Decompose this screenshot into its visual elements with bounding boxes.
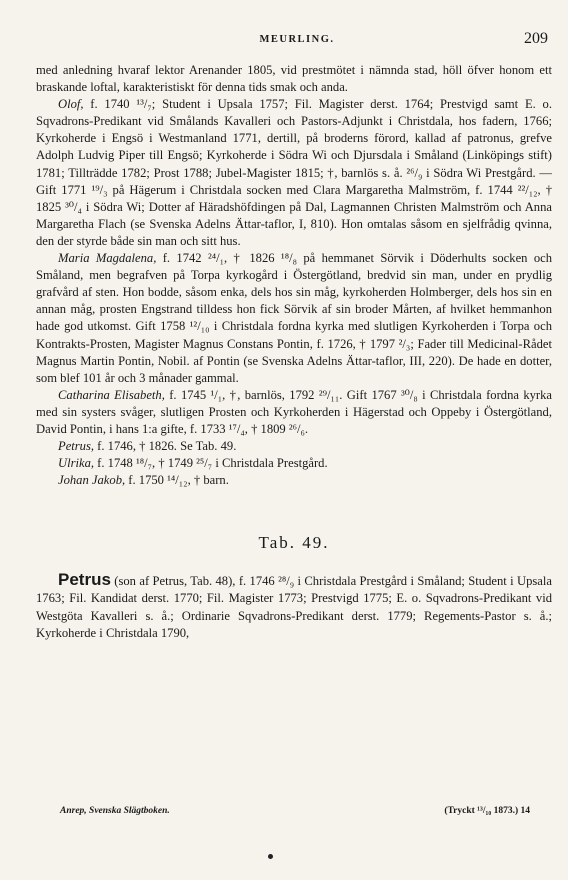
entry-petrus (36, 438, 552, 455)
page-number: 209 (524, 30, 548, 47)
entry-text: f. 1742 ²⁴/₁, † 1826 ¹⁸/₈ på hemmanet Sörvik i Döderhults socken och Småland, men begrafven på Torpa kyrkogård i Östergötland, bredvid sin man, under en prydlig grafvård af sten. Hon bodde, såsom enka, dels hos sin måg, kyrkoherden Holmberger, dels hos sin en annan måg, prosten Engstrand tilldess hon fick Sörvik af sin broder Mårten, af hvilket hemmanhon hade god utkomst. Gift 1758 ¹²/₁₀ i Christdala fordna kyrka med slutligen Kyrkoherden i Torpa och Kontrakts-Prosten, Magister Magnus Constans Pontin, f. 1726, † 1797 ²/₃; Fader till Medicinal-Rådet Magnus Martin Pontin, Nobil. af Pontin (se Svenska Adelns Ättar-taflor, III, 220). De hade en dotter, som blef 101 år och 3 månader gammal. (36, 251, 552, 385)
entry-name: Ulrika, (58, 456, 95, 471)
entry-name: Catharina Elisabeth, (58, 387, 165, 402)
lead-text: (son af Petrus, Tab. 48), f. 1746 ²⁸/₉ i Christdala Prestgård i Småland; Student i Upsala 1763; Fil. Kandidat derst. 1770; Fil. Magister 1773; Prestvigd 1775; E. o. Sqvadrons-Predikant vid Westgöta Kavalleri s. å.; Ordinarie Sqvadrons-Predikant derst. 1779; Regements-Pastor s. å.; Kyrkoherde i Christdala 1790, (36, 574, 552, 640)
lead-entry (36, 571, 552, 641)
ink-dot (268, 854, 273, 859)
lead-name: Petrus (58, 570, 111, 590)
paragraph-continuation (36, 62, 552, 96)
running-title: MEURLING. (259, 34, 335, 45)
footer-print-note: (Tryckt ¹³/₁₀ 1873.) 14 (444, 806, 530, 816)
entry-ulrika (36, 455, 552, 472)
entry-catharina-elisabeth (36, 387, 552, 438)
paragraph-text: med anledning hvaraf lektor Arenander 1805, vid prestmötet i nämnda stad, höll öfver honom ett braskande loftal, karakteristiskt för denna tids smak och anda. (36, 63, 552, 95)
entry-name: Olof, (58, 97, 84, 112)
entry-text: f. 1746, † 1826. Se Tab. 49. (94, 439, 237, 454)
page-body (36, 62, 552, 642)
entry-name: Petrus, (58, 439, 95, 454)
entry-text: f. 1748 ¹⁸/₇, † 1749 ²⁵/₇ i Christdala Prestgård. (94, 456, 328, 471)
running-head (36, 30, 558, 50)
entry-name: Maria Magdalena, (58, 251, 157, 266)
entry-text: f. 1740 ¹³/₇; Student i Upsala 1757; Fil. Magister derst. 1764; Prestvigd samt E. o. Sqvadrons-Predikant vid Smålands Kavalleri och Pastors-Adjunkt i Christdala, hos fadern, 1766; Kyrkoherde i Engsö i Westmanland 1771, dertill, på broderns förord, kallad af patronus, grefve Adolph Ludvig Piper till Engsö; Kyrkoherde i Södra Wi och Djursdala i Småland (Linköpings stift) 1781; Tillträdde 1782; Prost 1788; Jubel-Magister 1815; †, barnlös s. å. ²⁶/₉ i Södra Wi Prestgård. — Gift 1771 ¹⁹/₃ på Hägerum i Christdala socken med Clara Margaretha Malmström, f. 1744 ²²/₁₂, † 1825 ³⁰/₄ i Södra Wi; Dotter af Häradshöfdingen på Dal, Lagmannen Christen Malmström och Anna Margaretha Flach (se Svenska Adelns Ättar-taflor, I, 810). Hon omtalas såsom en sjelfrådig qvinna, den der styrde både sin man och sitt hus. (36, 97, 552, 248)
footer-source: Anrep, Svenska Slägtboken. (60, 806, 170, 816)
entry-text: f. 1745 ¹/₁, †, barnlös, 1792 ²⁹/₁₁. Gift 1767 ³⁰/₈ i Christdala fordna kyrka med sin systers svåger, slutligen Prosten och Kyrkoherden i Hägerstad och Oppeby i Östergötland, David Pontin, i hans 1:a gifte, f. 1733 ¹⁷/₄, † 1809 ²⁶/₆. (36, 387, 552, 436)
entry-name: Johan Jakob, (58, 473, 126, 488)
entry-johan-jakob (36, 472, 552, 489)
entry-olof (36, 96, 552, 250)
entry-maria-magdalena (36, 250, 552, 387)
entry-text: f. 1750 ¹⁴/₁₂, † barn. (125, 473, 229, 488)
page-footer (60, 806, 530, 816)
section-gap (36, 489, 552, 533)
tab-heading: Tab. 49. (258, 533, 330, 553)
